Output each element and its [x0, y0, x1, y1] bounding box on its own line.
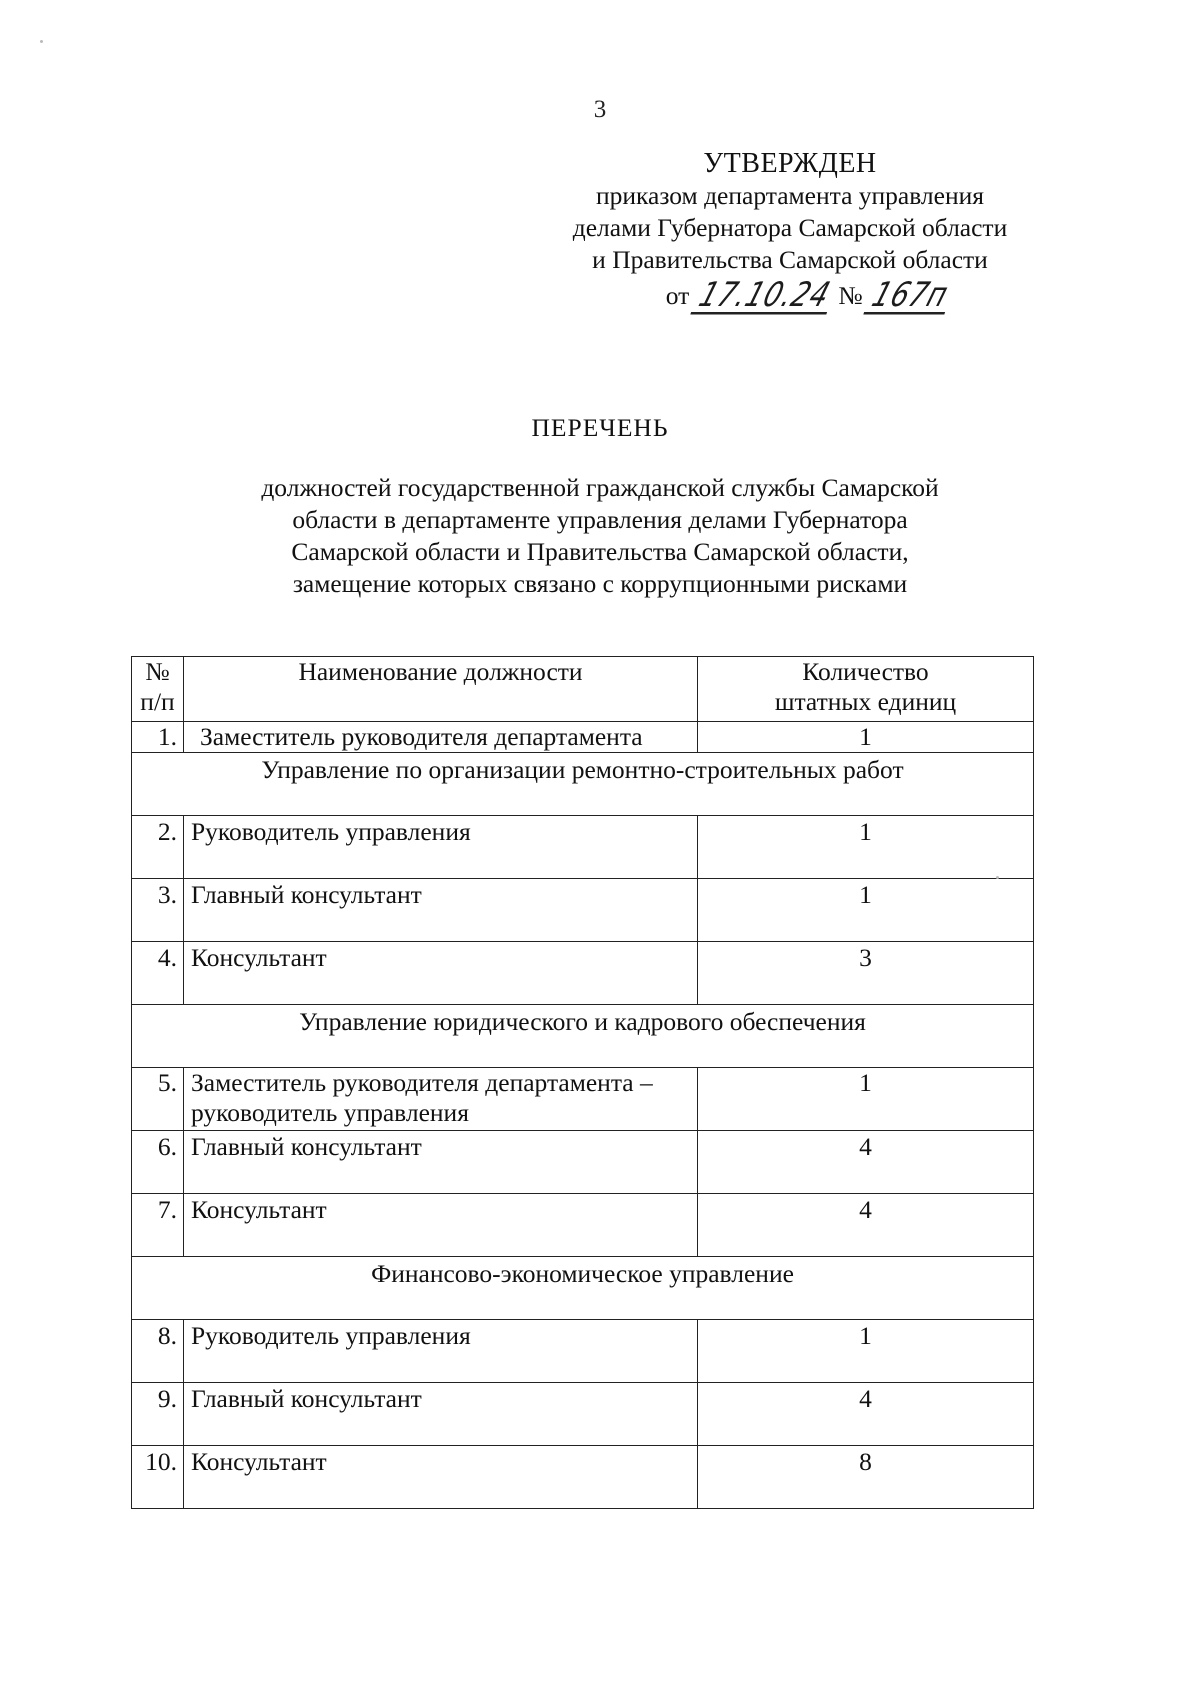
position-name: Заместитель руководителя департамента — [184, 722, 698, 753]
table-row — [132, 1320, 1034, 1383]
header-number — [132, 657, 184, 722]
position-name: Консультант — [184, 1446, 698, 1509]
positions-table — [131, 656, 1034, 1509]
page-number: 3 — [593, 96, 607, 123]
table-row — [132, 879, 1034, 942]
document-subtitle — [200, 472, 1000, 600]
row-number: 10. — [132, 1446, 184, 1509]
subtitle-line: Самарской области и Правительства Самарской области, — [291, 537, 909, 566]
position-quantity: 4 — [698, 1194, 1034, 1257]
number-prefix: № — [838, 281, 863, 310]
position-name: Консультант — [184, 1194, 698, 1257]
scan-speck — [40, 40, 43, 43]
section-title: Управление по организации ремонтно-строительных работ — [132, 753, 1034, 816]
table-row — [132, 942, 1034, 1005]
position-quantity: 1 — [698, 879, 1034, 942]
table-row — [132, 1383, 1034, 1446]
header-quantity — [698, 657, 1034, 722]
position-quantity: 3 — [698, 942, 1034, 1005]
subtitle-line: замещение которых связано с коррупционными рисками — [292, 569, 908, 598]
table-row — [132, 1446, 1034, 1509]
position-name-line2: руководитель управления — [191, 1098, 469, 1127]
header-position-name: Наименование должности — [184, 657, 698, 722]
header-quantity-line2: штатных единиц — [774, 687, 957, 716]
table-row — [132, 1131, 1034, 1194]
header-number-line2: п/п — [140, 687, 175, 716]
header-quantity-line1: Количество — [802, 657, 929, 686]
table-header-row — [132, 657, 1034, 722]
position-name: Главный консультант — [184, 1131, 698, 1194]
document-title: ПЕРЕЧЕНЬ — [531, 413, 669, 442]
position-name-line1: Заместитель руководителя департамента – — [191, 1068, 653, 1097]
position-name — [184, 1068, 698, 1131]
position-quantity: 1 — [698, 1320, 1034, 1383]
table-row — [132, 1068, 1034, 1131]
approval-line: приказом департамента управления — [596, 181, 984, 210]
approval-date-line — [578, 275, 1038, 315]
position-name: Руководитель управления — [184, 816, 698, 879]
section-row — [132, 1005, 1034, 1068]
row-number: 1. — [132, 722, 184, 753]
position-quantity: 1 — [698, 1068, 1034, 1131]
subtitle-line: области в департаменте управления делами Губернатора — [292, 505, 908, 534]
row-number: 4. — [132, 942, 184, 1005]
section-title: Финансово-экономическое управление — [132, 1257, 1034, 1320]
approval-line: делами Губернатора Самарской области — [572, 213, 1008, 242]
position-quantity: 8 — [698, 1446, 1034, 1509]
row-number: 8. — [132, 1320, 184, 1383]
section-row — [132, 1257, 1034, 1320]
date-prefix: от — [665, 281, 690, 310]
row-number: 2. — [132, 816, 184, 879]
position-quantity: 1 — [698, 722, 1034, 753]
approval-stamp — [560, 148, 1020, 315]
position-name: Главный консультант — [184, 1383, 698, 1446]
row-number: 3. — [132, 879, 184, 942]
position-name: Консультант — [184, 942, 698, 1005]
table-row — [132, 1194, 1034, 1257]
position-name: Главный консультант — [184, 879, 698, 942]
subtitle-line: должностей государственной гражданской службы Самарской — [261, 473, 939, 502]
section-title: Управление юридического и кадрового обеспечения — [132, 1005, 1034, 1068]
table-row — [132, 816, 1034, 879]
position-quantity: 4 — [698, 1383, 1034, 1446]
position-name: Руководитель управления — [184, 1320, 698, 1383]
approval-heading: УТВЕРЖДЕН — [703, 148, 877, 179]
row-number: 7. — [132, 1194, 184, 1257]
handwritten-number: 167п — [863, 280, 956, 315]
header-number-line1: № — [145, 657, 170, 686]
scan-speck — [996, 876, 999, 879]
table-row — [132, 722, 1034, 753]
approval-line: и Правительства Самарской области — [592, 245, 988, 274]
row-number: 5. — [132, 1068, 184, 1131]
position-quantity: 1 — [698, 816, 1034, 879]
row-number: 9. — [132, 1383, 184, 1446]
section-row — [132, 753, 1034, 816]
handwritten-date: 17.10.24 — [690, 280, 838, 315]
position-quantity: 4 — [698, 1131, 1034, 1194]
row-number: 6. — [132, 1131, 184, 1194]
